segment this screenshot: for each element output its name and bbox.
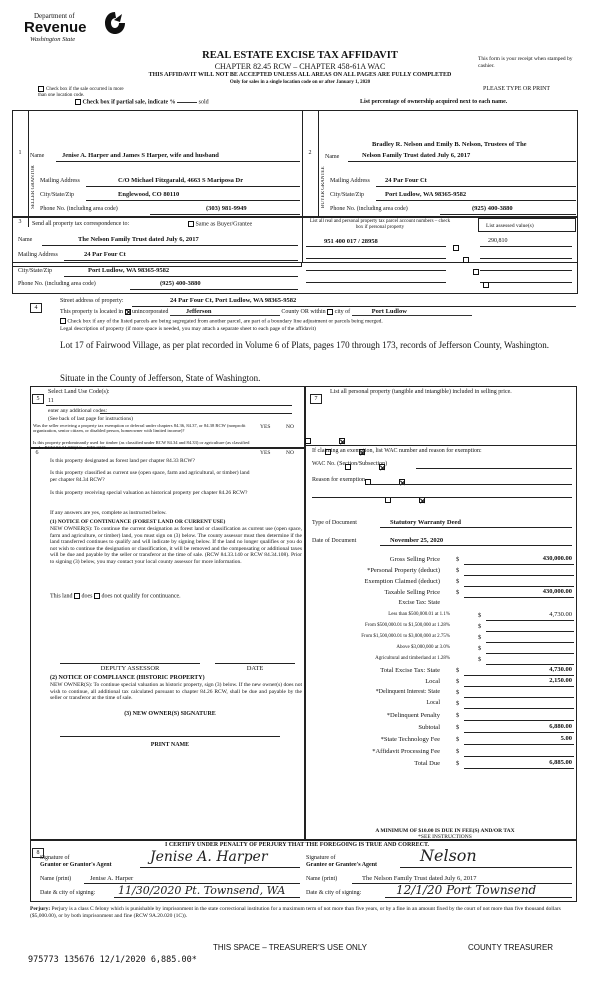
section6-number: 6	[35, 450, 39, 456]
section8-number: 8	[32, 848, 44, 858]
s3-address-label: Mailing Address	[18, 252, 58, 258]
does-not-qualify-checkbox[interactable]	[94, 593, 100, 599]
calc-value-total-due[interactable]: 6,885.00	[549, 759, 572, 766]
dollar-sign: $	[456, 689, 460, 696]
calc-value-total-state[interactable]: 4,730.00	[549, 666, 572, 673]
notice1-title: (1) NOTICE OF CONTINUANCE (FOREST LAND OR CURRENT USE)	[50, 519, 226, 525]
calc-label-delinq-local: Local	[426, 700, 440, 706]
buyer-city-field[interactable]: Port Ludlow, WA 98365-9582	[385, 191, 467, 198]
city-checkbox[interactable]	[327, 309, 333, 315]
buyer-number: 2	[308, 150, 312, 156]
s6-question2: Is this property classified as current use (open space, farm and agricultural, or timber) land per chapter 84.34 RCW?	[50, 470, 250, 483]
dor-logo	[20, 8, 130, 50]
additional-codes-label: enter any additional codes:	[48, 408, 108, 414]
doc-type-label: Type of Document	[312, 520, 357, 526]
notice2-body: NEW OWNER(S): To continue special valuation as historic property, sign (3) below. If the new owner(s) does not wish to continue, all additional tax calculated pursuant to chapter 84.26 RCW, shall be due and payable by the seller or transferor at the time of sale.	[50, 682, 302, 702]
calc-label-tier1: Less than $500,000.01 at 1.1%	[388, 612, 450, 617]
s5-no-header: NO	[286, 424, 294, 430]
parcels-header: List all real and personal property tax parcel account numbers – check box if personal property	[309, 219, 451, 230]
calc-label-tier4: Above $3,000,000 at 3.0%	[396, 645, 450, 650]
buyer-name-line2[interactable]: Nelson Family Trust dated July 6, 2017	[362, 152, 471, 159]
s6-q3-no-checkbox[interactable]	[419, 497, 425, 503]
calc-label-exempt: Exemption Claimed (deduct)	[364, 578, 440, 585]
calc-value-local[interactable]: 2,150.00	[549, 677, 572, 684]
s5-question1: Was the seller receiving a property tax exemption or deferral under chapters 84.36, 84.37, or 84.38 RCW (nonprofit organization, senior citizen, or disabled person, homeowner with limited income)?	[33, 423, 246, 433]
grantee-signature[interactable]: Nelson	[420, 846, 477, 865]
dollar-sign: $	[456, 712, 460, 719]
calc-label-personal: *Personal Property (deduct)	[367, 567, 440, 574]
s6-no-header: NO	[286, 450, 294, 456]
grantor-sig-label2: Grantor or Grantor's Agent	[40, 862, 112, 868]
calc-value-taxable[interactable]: 430,000.00	[542, 588, 572, 595]
calc-label-total-state: Total Excise Tax: State	[380, 667, 440, 674]
legal-description-text: Lot 17 of Fairwood Village, as per plat recorded in Volume 6 of Plats, pages 170 through 173, records of Jefferson County, Washington.	[60, 340, 549, 350]
grantee-sig-label1: Signature of	[306, 855, 336, 861]
grantee-name-field[interactable]: The Nelson Family Trust dated July 6, 2017	[362, 875, 477, 882]
land-use-label: Select Land Use Code(s):	[48, 389, 110, 395]
correspondence-label: Send all property tax correspondence to:	[32, 221, 130, 227]
calc-label-tier2: From $500,000.01 to $1,500,000 at 1.28%	[365, 623, 450, 628]
treasurer-receipt-stamp: 975773 135676 12/1/2020 6,885.00*	[28, 955, 197, 965]
multi-location-check[interactable]: Check box if the sale occurred in more than one location code.	[38, 87, 124, 98]
if-any-yes-note: If any answers are yes, complete as instructed below.	[50, 510, 167, 516]
seller-address-label: Mailing Address	[40, 178, 80, 184]
treasurer-space-label: THIS SPACE – TREASURER'S USE ONLY	[213, 943, 368, 952]
this-land-line: This land does does not qualify for continuance.	[50, 593, 181, 600]
certify-statement: I CERTIFY UNDER PENALTY OF PERJURY THAT THE FOREGOING IS TRUE AND CORRECT.	[165, 842, 430, 848]
seller-city-label: City/State/Zip	[40, 192, 74, 198]
multi-location-checkbox[interactable]	[38, 86, 44, 92]
s6-question3: Is this property receiving special valuation as historical property per chapter 84.26 RCW?	[50, 490, 248, 496]
seller-name-field[interactable]: Jenise A. Harper and James S Harper, wife and husband	[62, 152, 219, 159]
s5-q1-yes-checkbox[interactable]	[305, 438, 311, 444]
s5-q1-no-checkbox[interactable]	[339, 438, 345, 444]
form-only-for: Only for sales in a single location code on or after January 1, 2020	[229, 80, 371, 85]
s3-city-label: City/State/Zip	[18, 268, 52, 274]
type-print-note: PLEASE TYPE OR PRINT	[483, 86, 551, 92]
grantee-name-label: Name (print)	[306, 876, 338, 882]
county-treasurer-label: COUNTY TREASURER	[468, 943, 554, 952]
does-qualify-checkbox[interactable]	[74, 593, 80, 599]
dollar-sign: $	[478, 656, 482, 663]
assessed-value-header: List assessed value(s)	[486, 223, 534, 229]
dollar-sign: $	[478, 623, 482, 630]
unincorporated-checkbox[interactable]	[125, 309, 131, 315]
ownership-note: List percentage of ownership acquired next to each name.	[360, 99, 508, 105]
dollar-sign: $	[456, 567, 460, 574]
buyer-name-line1[interactable]: Bradley R. Nelson and Emily B. Nelson, Trustees of The	[372, 141, 527, 148]
calc-label-delinq-pen: *Delinquent Penalty	[386, 712, 440, 719]
grantor-date-city-field[interactable]: 11/30/2020 Pt. Townsend, WA	[118, 884, 286, 897]
dept-line1: Department of	[34, 12, 75, 20]
buyer-name-label: Name	[325, 154, 340, 160]
s6-question1: Is this property designated as forest land per chapter 84.33 RCW?	[50, 458, 195, 464]
deputy-assessor-label: DEPUTY ASSESSOR	[100, 665, 160, 672]
dollar-sign: $	[456, 700, 460, 707]
calc-label-tier3: From $1,500,000.01 to $3,000,000 at 2.75%	[361, 634, 450, 639]
s3-phone-field[interactable]: (925) 400-3880	[160, 280, 201, 287]
buyer-phone-field[interactable]: (925) 400-3880	[472, 205, 513, 212]
dollar-sign: $	[478, 634, 482, 641]
same-as-buyer-check[interactable]: Same as Buyer/Grantee	[188, 221, 252, 227]
wa-logo-icon	[104, 10, 126, 36]
s5-yes-header: YES	[260, 424, 271, 430]
dollar-sign: $	[456, 748, 460, 755]
parcel-number-1[interactable]: 951 400 017 / 28958	[324, 238, 378, 245]
seller-address-field[interactable]: C/O Michael Fitzgarald, 4663 S Mariposa Dr	[118, 177, 244, 184]
parcel4-personal-checkbox[interactable]	[483, 282, 489, 288]
s3-city-field[interactable]: Port Ludlow, WA 98365-9582	[88, 267, 170, 274]
calc-label-gross: Gross Selling Price	[389, 556, 440, 563]
seller-phone-field[interactable]: (303) 981-9949	[206, 205, 247, 212]
new-owner-signature-label: (3) NEW OWNER(S) SIGNATURE	[124, 711, 216, 717]
s3-phone-label: Phone No. (including area code)	[18, 281, 96, 287]
buyer-side-label: BUYER GRANTEE	[321, 166, 326, 208]
buyer-address-field[interactable]: 24 Par Four Ct	[385, 177, 427, 184]
segregated-check[interactable]: Check box if any of the listed parcels are being segregated from another parcel, are part of a boundary line adjustment or parcels being merged.	[60, 318, 383, 324]
dollar-sign: $	[456, 678, 460, 685]
calc-label-local: Local	[425, 678, 440, 685]
form-title: REAL ESTATE EXCISE TAX AFFIDAVIT	[202, 50, 398, 61]
seller-phone-label: Phone No. (including area code)	[40, 206, 118, 212]
section5-number: 5	[32, 394, 44, 404]
grantee-date-city-label: Date & city of signing:	[306, 890, 362, 896]
seller-city-field[interactable]: Englewood, CO 80110	[118, 191, 180, 198]
dept-line2: Revenue	[24, 19, 87, 36]
parcel1-personal-checkbox[interactable]	[453, 245, 459, 251]
dollar-sign: $	[478, 645, 482, 652]
grantee-sig-label2: Grantee or Grantee's Agent	[306, 862, 378, 868]
calc-label-total-due: Total Due	[414, 760, 440, 767]
dollar-sign: $	[456, 556, 460, 563]
dollar-sign: $	[456, 667, 460, 674]
section7-number: 7	[310, 394, 322, 404]
doc-date-field[interactable]: November 25, 2020	[390, 537, 444, 544]
s3-address-field[interactable]: 24 Par Four Ct	[84, 251, 126, 258]
dollar-sign: $	[456, 724, 460, 731]
located-in-line: This property is located in unincorporated Jefferson County OR within city of Port Ludlow	[60, 308, 472, 316]
calc-label-delinq-int: *Delinquent Interest: State	[375, 689, 440, 695]
same-as-buyer-checkbox[interactable]	[188, 221, 194, 227]
parcel2-personal-checkbox[interactable]	[463, 257, 469, 263]
calc-value-tech-fee[interactable]: 5.00	[560, 735, 572, 742]
city-field[interactable]: Port Ludlow	[352, 308, 472, 316]
notice2-title: (2) NOTICE OF COMPLIANCE (HISTORIC PROPERTY)	[50, 675, 205, 681]
calc-label-subtotal: Subtotal	[418, 724, 440, 731]
grantor-sig-label1: Signature of	[40, 855, 70, 861]
grantee-date-city-field[interactable]: 12/1/20 Port Townsend	[396, 883, 537, 897]
dept-line3: Washington State	[30, 36, 76, 43]
seller-number: 1	[18, 150, 22, 156]
wac-label: WAC No. (Section/Subsection)	[312, 461, 388, 467]
calc-label-excise-state: Excise Tax: State	[398, 600, 440, 606]
print-name-label: PRINT NAME	[150, 742, 190, 748]
dollar-sign: $	[456, 736, 460, 743]
dollar-sign: $	[478, 612, 482, 619]
legal-desc-label: Legal description of property (if more space is needed, you may attach a separate sheet to each page of the affidavit)	[60, 326, 316, 332]
section6-left	[30, 448, 305, 840]
calc-label-tier5: Agricultural and timberland at 1.28%	[375, 656, 450, 661]
partial-sale-checkbox[interactable]	[75, 99, 81, 105]
grantor-signature[interactable]: Jenise A. Harper	[150, 849, 268, 865]
calc-label-taxable: Taxable Selling Price	[384, 589, 440, 596]
s6-yes-header: YES	[260, 450, 271, 456]
dollar-sign: $	[456, 589, 460, 596]
form-chapter: CHAPTER 82.45 RCW – CHAPTER 458-61A WAC	[214, 62, 386, 71]
assessor-date-label: DATE	[246, 665, 264, 672]
calc-label-affidavit-fee: *Affidavit Processing Fee	[372, 748, 440, 755]
s3-name-label: Name	[18, 237, 33, 243]
personal-property-label: List all personal property (tangible and intangible) included in selling price.	[330, 389, 512, 395]
s6-q3-yes-checkbox[interactable]	[385, 497, 391, 503]
calc-value-gross[interactable]: 430,000.00	[542, 555, 572, 562]
street-field[interactable]: 24 Par Four Ct, Port Ludlow, WA 98365-9582	[170, 297, 297, 304]
grantor-name-label: Name (print)	[40, 876, 72, 882]
assessed-value-1[interactable]: 290,810	[488, 238, 508, 244]
s3-name-field[interactable]: The Nelson Family Trust dated July 6, 2017	[78, 236, 199, 243]
seller-side-label: SELLER GRANTOR	[31, 165, 36, 209]
dollar-sign: $	[456, 760, 460, 767]
parcel3-personal-checkbox[interactable]	[473, 269, 479, 275]
calc-value-subtotal[interactable]: 6,880.00	[549, 723, 572, 730]
minimum-fee-note: A MINIMUM OF $10.00 IS DUE IN FEE(S) AND/OR TAX	[375, 828, 515, 834]
grantor-name-field[interactable]: Jenise A. Harper	[90, 875, 134, 882]
perjury-notice: Perjury: Perjury is a class C felony which is punishable by imprisonment in the state correctional institution for a maximum term of not more than five years, or by a fine in an amount fixed by the court of not more than five thousand dollars ($5,000.00), or by both imprisonment and fine (RCW 9A.20.020 (1C)).	[30, 906, 561, 919]
street-label: Street address of property:	[60, 298, 124, 304]
section3-number: 3	[18, 219, 22, 225]
doc-type-field[interactable]: Statutory Warranty Deed	[390, 519, 462, 526]
reason-label: Reason for exemption	[312, 477, 365, 483]
see-back-note: (See back of last page for instructions)	[48, 416, 133, 422]
partial-sale-check[interactable]: Check box if partial sale, indicate % sold	[75, 99, 209, 105]
land-use-code[interactable]: 11	[48, 398, 54, 404]
see-instructions-note: *SEE INSTRUCTIONS	[418, 834, 472, 840]
buyer-phone-label: Phone No. (including area code)	[330, 206, 408, 212]
legal-situate-text: Situate in the County of Jefferson, State of Washington.	[60, 373, 261, 383]
dollar-sign: $	[456, 578, 460, 585]
seller-name-label: Name	[30, 153, 45, 159]
section4-number: 4	[30, 303, 42, 313]
exemption-label: If claiming an exemption, list WAC number and reason for exemption:	[312, 448, 482, 454]
buyer-address-label: Mailing Address	[330, 178, 370, 184]
calc-label-tech-fee: *State Technology Fee	[380, 736, 440, 743]
s5-question2: Is this property predominantly used for timber (as classified under RCW 84.34 and 84.33) or agriculture (as classified under RCW 84.34.020)? See ETA 3215	[33, 440, 250, 450]
receipt-note: This form is your receipt when stamped by cashier.	[478, 56, 573, 69]
notice1-body: NEW OWNER(S): To continue the current designation as forest land or classification as current use (open space, farm and agriculture, or timber) land, you must sign on (3) below. The county assessor must then determine if the land transferred continues to qualify and will indicate by signing below. If the land no longer qualifies or you do not wish to continue the designation or classification, it will be removed and the compensating or additional taxes will be due and payable by the seller or transferor at the time of sale. (RCW 84.33.140 or RCW 84.34.108). Prior to signing (3) below, you may contact your local county assessor for more information.	[50, 526, 302, 565]
doc-date-label: Date of Document	[312, 538, 357, 544]
grantor-date-city-label: Date & city of signing:	[40, 890, 96, 896]
calc-value-tier1[interactable]: 4,730.00	[549, 611, 572, 618]
county-field[interactable]: Jefferson	[170, 308, 280, 316]
segregated-checkbox[interactable]	[60, 318, 66, 324]
form-warning: THIS AFFIDAVIT WILL NOT BE ACCEPTED UNLESS ALL AREAS ON ALL PAGES ARE FULLY COMPLETED	[148, 72, 452, 78]
buyer-city-label: City/State/Zip	[330, 192, 364, 198]
